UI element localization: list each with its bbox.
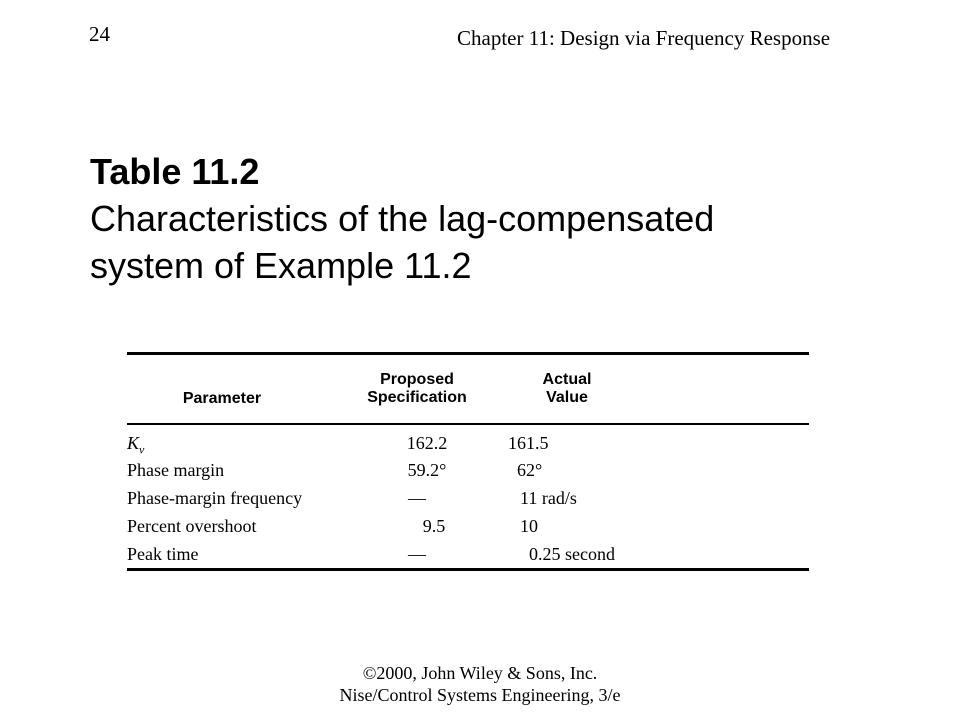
table-row — [127, 458, 809, 482]
cell-proposed: — — [408, 544, 426, 564]
cell-actual: 10 — [520, 516, 538, 536]
cell-actual: 161.5 — [508, 433, 549, 453]
header-actual-value — [507, 371, 627, 407]
header-parameter-text: Parameter — [182, 390, 262, 407]
cell-proposed: 9.5 — [422, 516, 446, 536]
cell-actual: 0.25 second — [529, 544, 615, 564]
footer — [0, 662, 960, 706]
kv-k: K — [127, 433, 140, 453]
characteristics-table — [127, 352, 809, 572]
table-label: Table 11.2 — [90, 151, 260, 192]
page-number: 24 — [89, 22, 110, 46]
chapter-title: Chapter 11: Design via Frequency Response — [457, 26, 831, 50]
footer-copyright: ©2000, John Wiley & Sons, Inc. — [362, 663, 598, 683]
cell-actual: 11 rad/s — [520, 488, 577, 508]
header-proposed-line-1: Proposed — [380, 371, 454, 388]
header-parameter — [167, 390, 277, 408]
table-top-rule — [127, 352, 809, 355]
cell-parameter: Phase margin — [127, 460, 225, 480]
cell-parameter: Peak time — [127, 544, 199, 564]
table-bottom-rule — [127, 568, 809, 571]
table-header-rule — [127, 423, 809, 425]
table-row — [127, 514, 809, 538]
cell-proposed: 162.2 — [406, 433, 448, 453]
slide-title — [90, 148, 910, 289]
header-actual-line-1: Actual — [542, 371, 592, 388]
cell-proposed: 59.2° — [407, 460, 447, 480]
table-row — [127, 542, 809, 566]
header-proposed-specification — [352, 371, 482, 407]
header-proposed-line-2: Specification — [367, 389, 467, 406]
cell-proposed: — — [408, 488, 426, 508]
cell-actual: 62° — [517, 460, 543, 480]
cell-parameter: Phase-margin frequency — [127, 488, 303, 508]
cell-parameter: Percent overshoot — [127, 516, 257, 536]
kv-subscript: v — [139, 442, 145, 457]
footer-book: Nise/Control Systems Engineering, 3/e — [339, 685, 621, 705]
header-actual-line-2: Value — [546, 389, 588, 406]
table-row — [127, 486, 809, 510]
table-row-kv — [127, 431, 809, 455]
table-caption-line-2: system of Example 11.2 — [90, 245, 472, 286]
table-caption-line-1: Characteristics of the lag-compensated — [90, 198, 715, 239]
cell-parameter — [127, 431, 144, 462]
